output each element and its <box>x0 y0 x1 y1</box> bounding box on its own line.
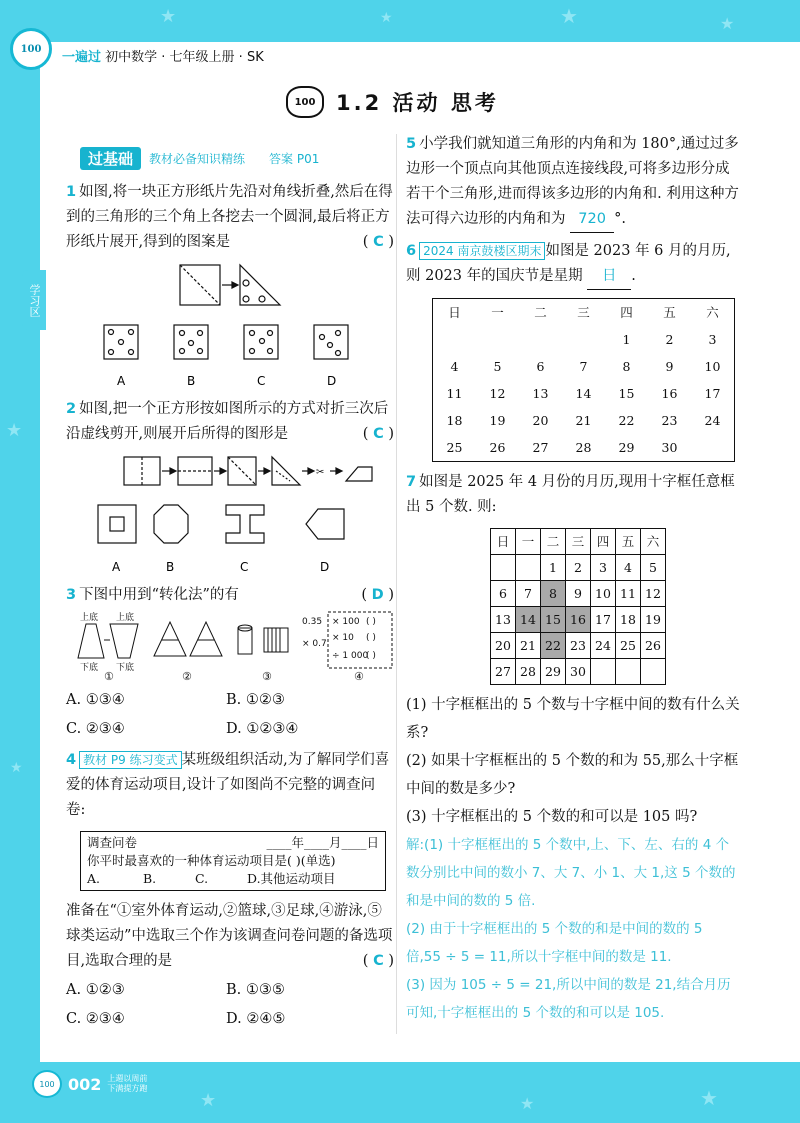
calendar-header-cell: 三 <box>566 529 591 555</box>
calendar-day-cell <box>476 326 519 353</box>
calendar-day-cell: 29 <box>541 659 566 685</box>
question-2 <box>66 397 394 447</box>
question-text: 如图是 2023 年 6 月的月历,则 2023 年的国庆节是星期 <box>406 243 731 284</box>
answer-blank: 720 <box>570 207 614 233</box>
basic-subtitle: 教材必备知识精练 <box>149 151 246 166</box>
left-column <box>66 180 394 1032</box>
calendar-day-cell: 10 <box>591 581 616 607</box>
calendar-day-cell: 30 <box>566 659 591 685</box>
question-number: 2 <box>66 401 77 417</box>
question-text: . <box>631 268 636 284</box>
survey-option: B. <box>143 871 157 886</box>
question-text: °. <box>614 211 626 227</box>
calendar-day-cell: 3 <box>591 555 616 581</box>
solution-1: 解:(1) 十字框框出的 5 个数中,上、下、左、右的 4 个数分别比中间的数小 7、大 7、小 1、大 1,这 5 个数的和是中间的数的 5 倍. <box>406 837 736 909</box>
choice: D. ①②③④ <box>226 721 299 737</box>
option-label: C <box>257 374 266 388</box>
calendar-day-cell: 23 <box>566 633 591 659</box>
calendar-day-cell: 24 <box>591 633 616 659</box>
figure-label: 0.35 <box>302 617 323 627</box>
calendar-day-cell: 17 <box>704 386 721 401</box>
choice: B. ①③⑤ <box>226 982 285 998</box>
calendar-header-cell: 五 <box>663 305 676 320</box>
calendar-day-cell <box>433 326 477 353</box>
question-4-part2 <box>66 899 394 974</box>
question-text: 下图中用到“转化法”的有 <box>79 587 239 603</box>
calendar-header-cell: 六 <box>641 529 666 555</box>
figure-label: × 100 <box>332 617 360 627</box>
solution-2: (2) 由于十字框框出的 5 个数的和是中间的数的 5 倍,55 ÷ 5 = 11,所以十字框中间的数是 11. <box>406 921 703 965</box>
choice: C. ②③④ <box>66 721 125 737</box>
figure-label: 上底 <box>116 613 135 623</box>
q4-choices <box>66 1007 394 1032</box>
calendar-day-cell: 6 <box>536 359 545 374</box>
calendar-day-cell: 19 <box>489 413 506 428</box>
solution-3: (3) 因为 105 ÷ 5 = 21,所以中间的数是 21,结合月历可知,十字框框出的 5 个数的和可以是 105. <box>406 977 731 1021</box>
calendar-header-cell: 二 <box>534 305 547 320</box>
figure-label: × 10 <box>332 633 354 643</box>
choice: B. ①②③ <box>226 692 285 708</box>
calendar-day-cell: 20 <box>491 633 516 659</box>
calendar-day-cell: 21 <box>575 413 592 428</box>
figure-label: ③ <box>262 670 272 682</box>
calendar-day-cell <box>491 555 516 581</box>
calendar-day-cell: 11 <box>616 581 641 607</box>
answer-paren: ( C ) <box>362 953 394 969</box>
calendar-day-cell: 28 <box>575 440 592 455</box>
calendar-header-cell: 一 <box>491 305 504 320</box>
question-1 <box>66 180 394 255</box>
calendar-day-cell: 25 <box>616 633 641 659</box>
survey-question: 你平时最喜欢的一种体育运动项目是( )(单选) <box>87 853 336 868</box>
calendar-header-cell: 四 <box>620 305 633 320</box>
option-label: A <box>112 560 121 574</box>
calendar-day-cell: 14 <box>516 607 541 633</box>
calendar-day-cell: 28 <box>516 659 541 685</box>
calendar-day-cell: 26 <box>489 440 506 455</box>
calendar-day-cell: 16 <box>566 607 591 633</box>
answer: C <box>373 234 384 250</box>
calendar-day-cell: 1 <box>622 332 631 347</box>
footer-text <box>107 1074 147 1094</box>
june-calendar <box>432 298 735 462</box>
calendar-day-cell: 13 <box>532 386 549 401</box>
choice: C. ②③④ <box>66 1011 125 1027</box>
footer-line: 下满提方跑 <box>107 1084 148 1093</box>
calendar-day-cell <box>562 326 605 353</box>
choice: A. ①②③ <box>66 982 125 998</box>
source-tag: 教材 P9 练习变式 <box>79 751 182 769</box>
question-5 <box>406 132 740 233</box>
answer-blank: 日 <box>587 264 631 290</box>
question-number: 6 <box>406 243 417 259</box>
calendar-day-cell <box>691 434 735 462</box>
calendar-header-cell: 四 <box>591 529 616 555</box>
question-7 <box>406 470 740 520</box>
question-6 <box>406 239 740 290</box>
figure-label: × 0.7 <box>302 639 327 649</box>
figure-label: 上底 <box>80 613 99 623</box>
book-header <box>62 46 264 65</box>
question-text: 如图是 2025 年 4 月份的月历,现用十字框任意框出 5 个数. 则: <box>406 474 735 515</box>
question-4 <box>66 748 394 823</box>
survey-option: D.其他运动项目 <box>247 871 336 886</box>
question-text: 如图,将一块正方形纸片先沿对角线折叠,然后在得到的三角形的三个角上各挖去一个圆洞,最后将正方形纸片展开,得到的图案是 <box>66 184 393 250</box>
source-tag: 2024 南京鼓楼区期末 <box>419 242 545 260</box>
option-label: B <box>166 560 175 574</box>
calendar-day-cell: 7 <box>579 359 588 374</box>
calendar-day-cell: 9 <box>665 359 674 374</box>
column-divider <box>396 134 397 1034</box>
question-text: 小学我们就知道三角形的内角和为 180°,通过过多边形一个顶点向其他顶点连接线段,可将多边形分成若干个三角形,进而得该多边形的内角和. 利用这种方法可得六边形的内角和为 <box>406 136 739 227</box>
option-label: C <box>240 560 249 574</box>
april-calendar <box>490 528 666 685</box>
calendar-day-cell: 18 <box>616 607 641 633</box>
calendar-day-cell: 16 <box>661 386 678 401</box>
calendar-day-cell <box>516 555 541 581</box>
figure-label: ( ) <box>366 617 376 627</box>
page: ★ ★ ★ ★ ★ ★ ★ ★ ★ 学习区 100 一遍过 初中数学 · 七年级上册 · SK 100 1.2 活动 思考 过基础 教材必备知识精练 答案 P01 1 如图,将一块正方形纸片先沿对角线折叠,然后在得到的三角形的三个角上各挖去一个圆洞,最后将正方形纸片展开,得到的图案是 ( C ) A B C D 2 如图,把一个正方形按如图所示的方式对折三次后沿虚线剪开,则展开后所得的图形是 ( C ) ✂ A B C D 3 下图中用到“转化法”的有 ( D ) 上底 上底 下底 下底 0.35 × 0.7 × 100 × 10 ÷ 1 000 ( ) ( ) ( ) ① ② ③ ④ A. ①③④ B. ①②③ C. ②③④ D. ①②③④ 4 教材 P9 练习变式 某班级组织活动,为了解同学们喜爱的体育运动项目,设计了如图尚不完整的调查问卷: 调查问卷 ____年____月____日 你平时最喜欢的一种体育运动项目是( )(单选) A. B. C. D.其他运动项目 准备在“①室外体育运动,②篮球,③足球,④游泳,⑤球类运动”中选取三个作为该调查问卷问题的备选项目,选取合理的是 ( C ) A. ①②③ B. ①③⑤ C. ②③④ D. ②④⑤ 5 小学我们就知道三角形的内角和为 180°,通过过多边形一个顶点向其他顶点连接线段,可将多边形分成若干个三角形,进而得该多边形的内角和. 利用这种方法可得六边形的内角和为 720 °. 6 2024 南京鼓楼区期末 如图是 2023 年 6 月的月历,则 2023 年的国庆节是星期 日 . 日 一 二 三 四 五 六 1 2 3 4 5 6 7 8 9 10 11 12 13 14 15 16 17 18 19 20 21 22 23 24 25 26 27 28 29 30 7 如图是 2025 年 4 月份的月历,现用十字框任意框出 5 个数. 则: 日 一 二 三 四 五 六 1 2 3 4 5 6 7 8 9 10 11 12 13 14 15 16 17 18 19 20 21 22 23 24 25 26 27 28 29 30 (1) 十字框框出的 5 个数与十字框中间的数有什么关系? (2) 如果十字框框出的 5 个数的和为 55,那么十字框中间的数是多少? (3) 十字框框出的 5 个数的和可以是 105 吗? 解:(1) 十字框框出的 5 个数中,上、下、左、右的 4 个数分别比中间的数小 7、大 7、小 1、大 1,这 5 个数的和是中间的数的 5 倍. (2) 由于十字框框出的 5 个数的和是中间的数的 5 倍,55 ÷ 5 = 11,所以十字框中间的数是 11. (3) 因为 105 ÷ 5 = 21,所以中间的数是 21,结合月历可知,十字框框出的 5 个数的和可以是 105. 100 002 上週以周前 下满提方跑 <box>0 0 800 1123</box>
calendar-day-cell: 8 <box>541 581 566 607</box>
calendar-day-cell: 27 <box>491 659 516 685</box>
q3-choices <box>66 688 394 713</box>
calendar-day-cell: 14 <box>575 386 592 401</box>
right-column <box>406 132 740 1027</box>
answer-paren: ( C ) <box>362 234 394 250</box>
calendar-day-cell: 12 <box>641 581 666 607</box>
calendar-day-cell: 26 <box>641 633 666 659</box>
calendar-header-cell: 六 <box>706 305 719 320</box>
figure-label: ① <box>104 670 114 682</box>
footer-logo-icon: 100 <box>32 1070 62 1098</box>
q3-choices <box>66 717 394 742</box>
footer-line: 上週以周前 <box>107 1074 148 1083</box>
title-badge-icon: 100 <box>286 86 324 118</box>
q3-figure <box>66 610 394 682</box>
calendar-day-cell: 2 <box>566 555 591 581</box>
calendar-day-cell: 24 <box>704 413 721 428</box>
calendar-day-cell <box>616 659 641 685</box>
question-text: 准备在“①室外体育运动,②篮球,③足球,④游泳,⑤球类运动”中选取三个作为该调查问卷问题的备选项目,选取合理的是 <box>66 903 393 969</box>
answer: D <box>371 587 384 603</box>
calendar-day-cell: 22 <box>618 413 635 428</box>
page-number: 002 <box>68 1074 102 1094</box>
calendar-day-cell: 15 <box>618 386 635 401</box>
calendar-day-cell: 21 <box>516 633 541 659</box>
book-logo: 100 <box>10 28 52 70</box>
svg-text:✂: ✂ <box>316 467 325 478</box>
calendar-day-cell <box>641 659 666 685</box>
calendar-day-cell: 17 <box>591 607 616 633</box>
question-number: 1 <box>66 184 77 200</box>
calendar-day-cell: 29 <box>618 440 635 455</box>
calendar-day-cell: 18 <box>446 413 463 428</box>
calendar-day-cell: 20 <box>532 413 549 428</box>
figure-label: 下底 <box>116 663 135 673</box>
calendar-day-cell: 12 <box>489 386 506 401</box>
calendar-header-cell: 一 <box>516 529 541 555</box>
fold-square <box>180 265 220 305</box>
answer-paren: ( D ) <box>361 587 394 603</box>
calendar-day-cell: 4 <box>616 555 641 581</box>
brand-name: 一遍过 <box>62 50 102 65</box>
section-title <box>286 86 499 118</box>
choice: A. ①③④ <box>66 692 125 708</box>
survey-date: ____年____月____日 <box>266 835 379 850</box>
figure-label: ② <box>182 670 192 682</box>
answer-ref: 答案 P01 <box>269 151 320 166</box>
calendar-day-cell: 19 <box>641 607 666 633</box>
sub-question-2: (2) 如果十字框框出的 5 个数的和为 55,那么十字框中间的数是多少? <box>406 753 739 797</box>
calendar-day-cell: 8 <box>622 359 631 374</box>
sub-question-1: (1) 十字框框出的 5 个数与十字框中间的数有什么关系? <box>406 697 740 741</box>
option-label: D <box>327 374 337 388</box>
calendar-day-cell: 5 <box>641 555 666 581</box>
figure-label: ( ) <box>366 633 376 643</box>
calendar-day-cell: 11 <box>446 386 463 401</box>
calendar-day-cell: 4 <box>450 359 459 374</box>
calendar-day-cell: 13 <box>491 607 516 633</box>
option-label: A <box>117 374 126 388</box>
calendar-day-cell: 22 <box>541 633 566 659</box>
calendar-day-cell <box>519 326 562 353</box>
calendar-header-cell: 日 <box>448 305 461 320</box>
survey-box <box>80 831 386 891</box>
calendar-day-cell: 23 <box>661 413 678 428</box>
survey-option: C. <box>195 871 209 886</box>
calendar-header-cell: 日 <box>491 529 516 555</box>
calendar-day-cell: 3 <box>708 332 717 347</box>
option-label: B <box>187 374 196 388</box>
basic-bar <box>80 146 380 170</box>
footer <box>32 1070 147 1098</box>
question-3 <box>66 583 394 608</box>
calendar-header-cell: 二 <box>541 529 566 555</box>
calendar-header-cell: 五 <box>616 529 641 555</box>
calendar-day-cell: 10 <box>704 359 721 374</box>
choice: D. ②④⑤ <box>226 1011 286 1027</box>
q2-figure <box>66 453 394 577</box>
question-number: 5 <box>406 136 417 152</box>
figure-label: ④ <box>354 670 364 682</box>
book-subject: 初中数学 · 七年级上册 · SK <box>105 50 264 65</box>
answer: C <box>373 426 384 442</box>
calendar-day-cell: 27 <box>532 440 549 455</box>
answer-paren: ( C ) <box>362 426 394 442</box>
folded-triangle <box>240 265 280 305</box>
calendar-day-cell: 6 <box>491 581 516 607</box>
figure-label: ÷ 1 000 <box>332 651 369 661</box>
calendar-header-cell: 三 <box>577 305 590 320</box>
answer: C <box>373 953 384 969</box>
calendar-day-cell: 7 <box>516 581 541 607</box>
question-number: 7 <box>406 474 417 490</box>
basic-label: 过基础 <box>80 147 141 170</box>
survey-title: 调查问卷 <box>87 835 138 850</box>
question-text: 如图,把一个正方形按如图所示的方式对折三次后沿虚线剪开,则展开后所得的图形是 <box>66 401 389 442</box>
option-label: D <box>320 560 330 574</box>
calendar-day-cell <box>591 659 616 685</box>
survey-option: A. <box>87 871 101 886</box>
side-tab: 学习区 <box>22 270 46 330</box>
q4-choices <box>66 978 394 1003</box>
calendar-day-cell: 9 <box>566 581 591 607</box>
calendar-day-cell: 25 <box>446 440 463 455</box>
figure-label: ( ) <box>366 651 376 661</box>
question-number: 3 <box>66 587 77 603</box>
title-text: 1.2 活动 思考 <box>336 91 499 115</box>
calendar-day-cell: 30 <box>661 440 678 455</box>
calendar-day-cell: 5 <box>493 359 502 374</box>
figure-label: 下底 <box>80 663 99 673</box>
question-text: 某班级组织活动,为了解同学们喜爱的体育运动项目,设计了如图尚不完整的调查问卷: <box>66 752 390 818</box>
q1-figure <box>66 261 394 391</box>
sub-question-3: (3) 十字框框出的 5 个数的和可以是 105 吗? <box>406 809 698 825</box>
calendar-day-cell: 15 <box>541 607 566 633</box>
question-number: 4 <box>66 752 77 768</box>
calendar-day-cell: 1 <box>541 555 566 581</box>
calendar-day-cell: 2 <box>665 332 674 347</box>
